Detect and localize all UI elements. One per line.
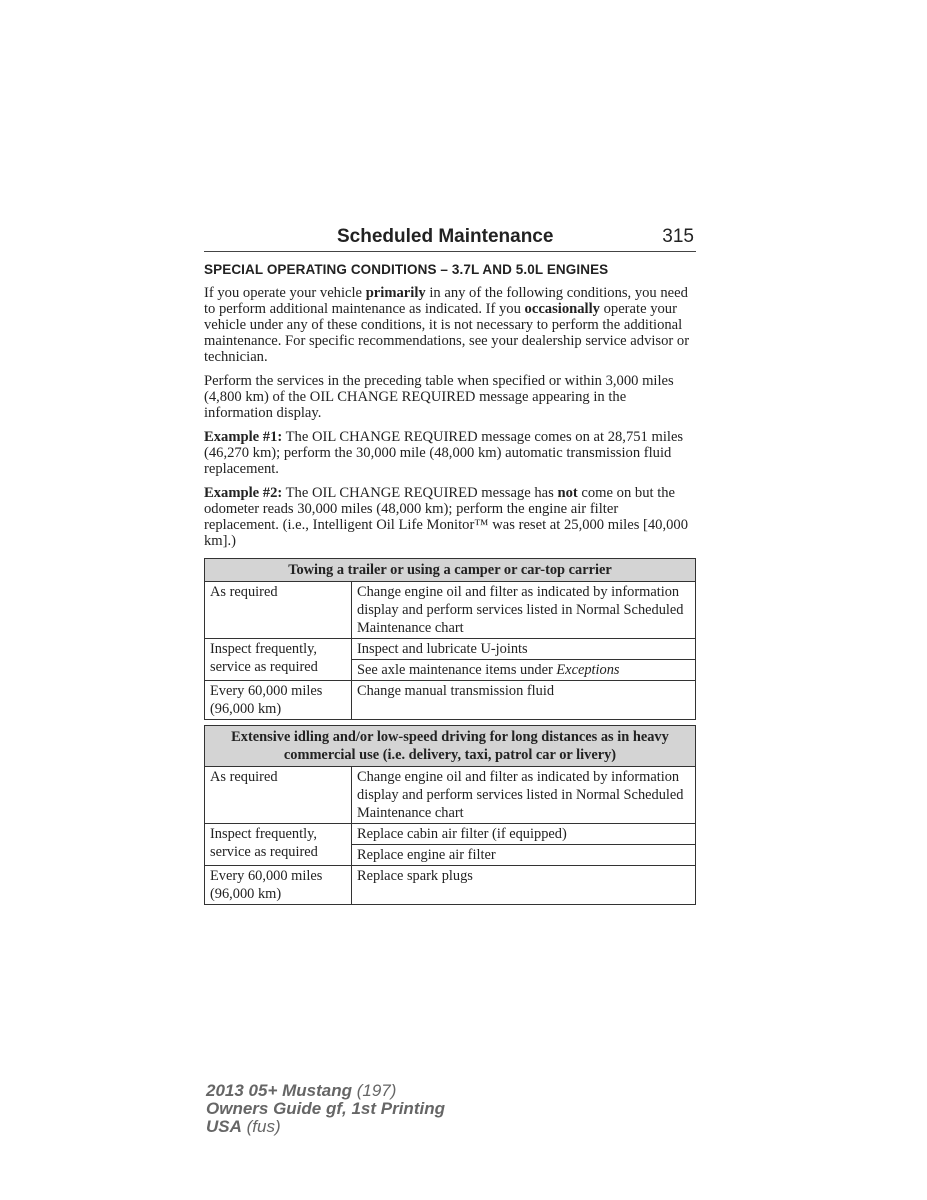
table-row	[205, 582, 696, 639]
page-content	[204, 224, 696, 905]
footer-line	[206, 1100, 445, 1118]
emphasis-not: not	[557, 485, 578, 501]
paragraph-text: operate your vehicle under any of these conditions, it is not necessary to perform the additional maintenance. For specific recommendations, see your dealership service advisor or technician.	[204, 301, 690, 365]
footer-market: USA	[206, 1117, 242, 1136]
emphasis-occasionally: occasionally	[524, 301, 600, 317]
page-header	[204, 224, 696, 252]
table-heading: Extensive idling and/or low-speed driving for long distances as in heavy commercial use (i.e. delivery, taxi, patrol car or livery)	[205, 726, 696, 767]
paragraph-example-2	[204, 485, 696, 549]
paragraph-text: in any of the following conditions, you need to perform additional maintenance as indicated. If you	[204, 285, 688, 317]
table-header-row	[205, 726, 696, 767]
emphasis-primarily: primarily	[365, 285, 426, 301]
interval-cell: Every 60,000 miles (96,000 km)	[205, 681, 352, 720]
print-footer	[206, 1082, 445, 1136]
page-title: Scheduled Maintenance	[337, 226, 554, 247]
footer-model: 2013 05+ Mustang	[206, 1081, 352, 1100]
interval-cell: Every 60,000 miles (96,000 km)	[205, 866, 352, 905]
table-row	[205, 681, 696, 720]
paragraph-services: Perform the services in the preceding table when specified or within 3,000 miles (4,800 km) of the OIL CHANGE REQUIRED message appearing in the information display.	[204, 373, 674, 421]
page-number: 315	[662, 226, 694, 247]
interval-cell: As required	[205, 582, 352, 639]
table-row	[205, 767, 696, 824]
footer-code: (fus)	[241, 1117, 281, 1136]
action-cell: Inspect and lubricate U-joints	[352, 639, 696, 660]
towing-table	[204, 558, 696, 720]
table-header-row	[205, 559, 696, 582]
footer-code: (197)	[352, 1081, 397, 1100]
table-row	[205, 866, 696, 905]
table-heading: Towing a trailer or using a camper or car-top carrier	[205, 559, 696, 582]
exceptions-reference: Exceptions	[556, 662, 620, 678]
action-cell: Change engine oil and filter as indicated by information display and perform services listed in Normal Scheduled Maintenance chart	[352, 767, 696, 824]
interval-cell: As required	[205, 767, 352, 824]
interval-cell: Inspect frequently, service as required	[205, 639, 352, 681]
example-label: Example #1:	[204, 429, 283, 445]
footer-line	[206, 1082, 445, 1100]
table-row	[205, 824, 696, 845]
idling-table	[204, 725, 696, 905]
action-cell	[352, 660, 696, 681]
action-cell: Replace cabin air filter (if equipped)	[352, 824, 696, 845]
table-row	[205, 639, 696, 660]
cell-text: See axle maintenance items under	[357, 662, 557, 678]
footer-printing: Owners Guide gf, 1st Printing	[206, 1099, 445, 1118]
paragraph-text: If you operate your vehicle	[204, 285, 366, 301]
paragraph-text: come on but the odometer reads 30,000 miles (48,000 km); perform the engine air filter replacement. (i.e., Intelligent Oil Life Monitor™ was reset at 25,000 miles [40,000 km].)	[204, 485, 689, 549]
action-cell: Replace spark plugs	[352, 866, 696, 905]
interval-cell: Inspect frequently, service as required	[205, 824, 352, 866]
paragraph-text: The OIL CHANGE REQUIRED message has	[282, 485, 558, 501]
action-cell: Change manual transmission fluid	[352, 681, 696, 720]
action-cell: Change engine oil and filter as indicated by information display and perform services listed in Normal Scheduled Maintenance chart	[352, 582, 696, 639]
footer-line	[206, 1118, 445, 1136]
paragraph-text: The OIL CHANGE REQUIRED message comes on at 28,751 miles (46,270 km); perform the 30,000 mile (48,000 km) automatic transmission fluid replacement.	[204, 429, 684, 477]
paragraph-intro	[204, 285, 696, 365]
example-label: Example #2:	[204, 485, 283, 501]
action-cell: Replace engine air filter	[352, 845, 696, 866]
paragraph-example-1	[204, 429, 696, 477]
section-title: SPECIAL OPERATING CONDITIONS – 3.7L AND 5.0L ENGINES	[204, 262, 609, 277]
